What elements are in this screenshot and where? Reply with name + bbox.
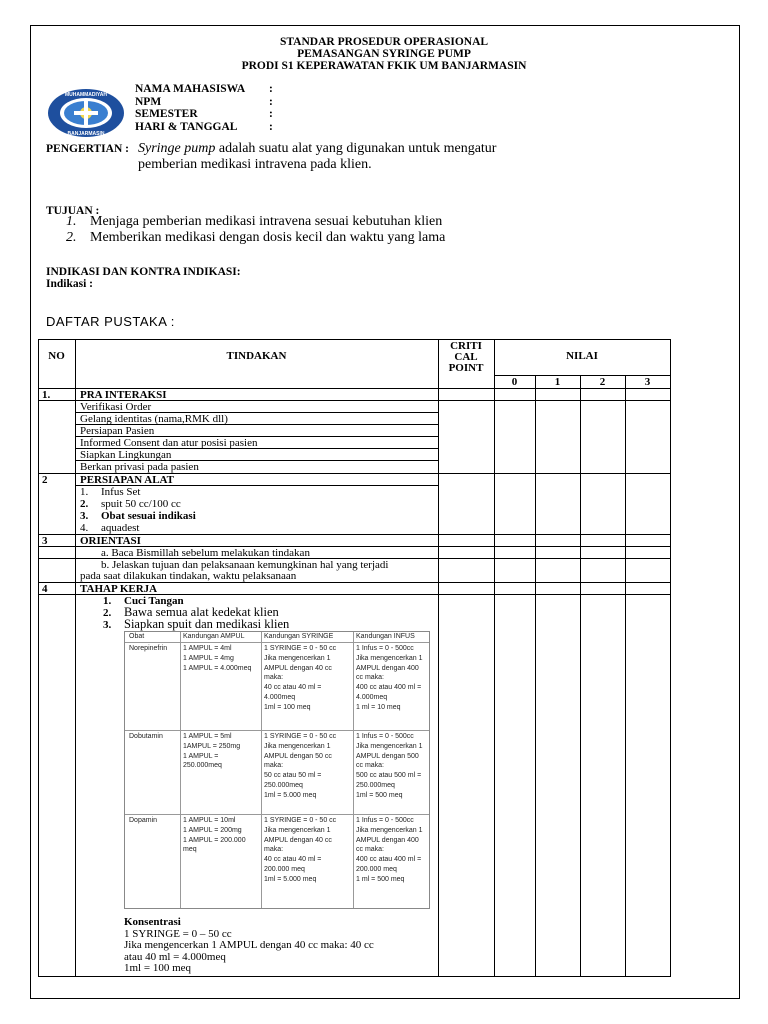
drug-syringe-line: 250.000meq (264, 781, 303, 789)
pengertian-text-1: adalah suatu alat yang digunakan untuk mengatur (215, 141, 497, 156)
drug-syringe-line: AMPUL dengan 50 cc (264, 752, 332, 760)
list-item: aquadest (101, 522, 140, 534)
drug-infus-line: AMPUL dengan 400 (356, 836, 419, 844)
identity-label-npm: NPM (135, 95, 162, 108)
drug-infus-line: 500 cc atau 500 ml = (356, 772, 422, 780)
table-rule (535, 375, 536, 977)
drug-infus-line: 1 Infus = 0 - 500cc (356, 733, 414, 740)
drug-syringe-line: Jika mengencerkan 1 (264, 654, 331, 662)
identity-label-semester: SEMESTER (135, 108, 198, 120)
drug-infus-line: 200.000 meq (356, 865, 397, 873)
drug-ampul-line: 1 AMPUL = 5ml (183, 733, 232, 740)
table-rule (38, 339, 39, 977)
drug-infus-line: 1 Infus = 0 - 500cc (356, 645, 414, 652)
drug-table (124, 631, 430, 909)
pengertian-section (46, 141, 706, 172)
drug-infus-line: 4.000meq (356, 693, 388, 701)
drug-infus-line: 250.000meq (356, 781, 395, 789)
header-score-1: 1 (554, 376, 561, 388)
konsentrasi-title: Konsentrasi (124, 916, 181, 928)
list-item: Verifikasi Order (80, 401, 152, 413)
drug-ampul-line: 1 AMPUL = 10ml (183, 817, 236, 824)
drug-infus-line: Jika mengencerkan 1 (356, 826, 423, 834)
doc-title-line3: PRODI S1 KEPERAWATAN FKIK UM BANJARMASIN (241, 60, 527, 72)
table-rule (38, 339, 671, 340)
section-no: 4 (42, 583, 48, 595)
drug-header: Kandungan SYRINGE (264, 633, 334, 640)
header-score-3: 3 (644, 376, 651, 388)
drug-infus-line: cc maka: (356, 674, 385, 682)
drug-table-rule (125, 814, 429, 815)
list-item: Bawa semua alat kedekat klien (124, 605, 279, 619)
list-item-num: 3. (103, 619, 112, 631)
doc-title-line2: PEMASANGAN SYRINGE PUMP (297, 48, 471, 60)
table-rule (494, 339, 495, 977)
drug-infus-line: 1 ml = 10 meq (356, 703, 401, 711)
indikasi-section (46, 267, 241, 290)
drug-ampul-line: 1 AMPUL = 4ml (183, 645, 232, 652)
student-identity-block (135, 83, 285, 133)
list-item: Siapkan spuit dan medikasi klien (124, 617, 290, 631)
drug-infus-line: 1 ml = 500 meq (356, 875, 405, 883)
identity-colon: : (269, 83, 273, 95)
drug-table-rule (261, 632, 262, 908)
tujuan-list (66, 214, 445, 246)
list-item-num: 3. (80, 510, 89, 522)
drug-syringe-line: 1ml = 5.000 meq (264, 791, 317, 799)
list-item: a. Baca Bismillah sebelum melakukan tindakan (101, 547, 310, 559)
drug-ampul-line: 1 AMPUL = 4mg (183, 654, 234, 662)
drug-syringe-line: 1 SYRINGE = 0 - 50 cc (264, 817, 337, 824)
table-rule (38, 976, 671, 977)
pengertian-term: Syringe pump (138, 141, 216, 156)
drug-header: Kandungan INFUS (356, 633, 415, 640)
drug-syringe-line: maka: (264, 762, 284, 770)
header-critical-1: CRITI (450, 340, 482, 352)
drug-ampul-line: 1 AMPUL = 200.000 (183, 836, 246, 844)
drug-syringe-line: 200.000 meq (264, 865, 305, 873)
list-item: Persiapan Pasien (80, 425, 155, 437)
drug-table-rule (125, 642, 429, 643)
identity-colon: : (269, 108, 273, 120)
table-rule (670, 339, 671, 977)
drug-syringe-line: 50 cc atau 50 ml = (264, 772, 322, 780)
list-item: Siapkan Lingkungan (80, 449, 172, 461)
list-item-num: 1. (103, 595, 112, 607)
tujuan-heading: TUJUAN : (46, 205, 100, 217)
list-item: Informed Consent dan atur posisi pasien (80, 437, 258, 449)
header-nilai: NILAI (566, 350, 598, 362)
header-tindakan: TINDAKAN (226, 350, 287, 362)
drug-syringe-line: 40 cc atau 40 ml = (264, 684, 322, 692)
list-item: Infus Set (101, 486, 141, 498)
drug-infus-line: 1ml = 500 meq (356, 791, 403, 799)
identity-label-nama: NAMA MAHASISWA (135, 83, 246, 95)
drug-table-rule (353, 632, 354, 908)
tujuan-item: Menjaga pemberian medikasi intravena sesuai kebutuhan klien (90, 214, 443, 229)
list-item-num: 4. (80, 522, 89, 534)
indikasi-sub: Indikasi : (46, 277, 93, 290)
list-item: b. Jelaskan tujuan dan pelaksanaan kemungkinan hal yang terjadi (101, 559, 389, 571)
drug-infus-line: AMPUL dengan 500 (356, 752, 419, 760)
drug-table-rule (180, 632, 181, 908)
drug-header: Obat (129, 633, 145, 640)
identity-colon: : (269, 120, 273, 133)
identity-colon: : (269, 95, 273, 108)
drug-syringe-line: Jika mengencerkan 1 (264, 742, 331, 750)
drug-infus-line: Jika mengencerkan 1 (356, 742, 423, 750)
list-item-num: 1. (80, 486, 89, 498)
table-rule (625, 375, 626, 977)
daftar-pustaka-heading: DAFTAR PUSTAKA : (46, 314, 175, 329)
drug-ampul-line: 1 AMPUL = (183, 752, 219, 760)
drug-ampul-line: 250.000meq (183, 762, 222, 770)
drug-syringe-line: Jika mengencerkan 1 (264, 826, 331, 834)
list-item: pada saat dilakukan tindakan, waktu pelaksanaan (80, 570, 297, 582)
drug-table-rule (125, 730, 429, 731)
drug-syringe-line: maka: (264, 846, 284, 854)
konsentrasi-line: 1 SYRINGE = 0 – 50 cc (124, 927, 232, 940)
drug-name: Dopamin (129, 817, 158, 824)
drug-infus-line: 1 Infus = 0 - 500cc (356, 817, 414, 824)
list-item-num: 2. (103, 607, 112, 619)
section-no: 2 (42, 474, 48, 486)
table-rule (580, 375, 581, 977)
list-item: Cuci Tangan (124, 595, 184, 607)
tujuan-num: 1. (66, 214, 77, 229)
drug-name: Dobutamin (129, 733, 163, 740)
drug-ampul-line: 1 AMPUL = 4.000meq (183, 664, 252, 672)
drug-syringe-line: AMPUL dengan 40 cc (264, 836, 332, 844)
section-no: 1. (42, 389, 51, 401)
header-score-0: 0 (511, 376, 518, 388)
tujuan-item: Memberikan medikasi dengan dosis kecil dan waktu yang lama (90, 230, 446, 245)
konsentrasi-line: 1ml = 100 meq (124, 962, 192, 974)
university-logo (46, 87, 126, 139)
drug-ampul-line: 1AMPUL = 250mg (183, 742, 241, 750)
drug-syringe-line: 4.000meq (264, 693, 296, 701)
header-no: NO (48, 350, 65, 362)
pengertian-label: PENGERTIAN : (46, 143, 129, 155)
pengertian-text-2: pemberian medikasi intravena pada klien. (138, 157, 372, 172)
list-item: spuit 50 cc/100 cc (101, 498, 181, 510)
drug-infus-line: 400 cc atau 400 ml = (356, 684, 422, 692)
identity-label-hari: HARI & TANGGAL (135, 120, 238, 133)
drug-syringe-line: 1ml = 100 meq (264, 703, 311, 711)
drug-syringe-line: AMPUL dengan 40 cc (264, 664, 332, 672)
doc-title-line1: STANDAR PROSEDUR OPERASIONAL (279, 36, 489, 48)
drug-infus-line: cc maka: (356, 762, 385, 770)
drug-infus-line: AMPUL dengan 400 (356, 664, 419, 672)
section-title-orientasi: ORIENTASI (80, 535, 141, 547)
drug-syringe-line: 40 cc atau 40 ml = (264, 856, 322, 864)
drug-name: Norepinefrin (129, 645, 168, 652)
header-critical-2: CAL (454, 351, 478, 363)
table-rule (75, 339, 76, 977)
list-item: Obat sesuai indikasi (101, 510, 196, 522)
konsentrasi-block (124, 917, 374, 975)
tujuan-num: 2. (66, 230, 77, 245)
list-item-num: 2. (80, 498, 89, 510)
konsentrasi-line: atau 40 ml = 4.000meq (124, 950, 226, 963)
logo-text-top: MUHAMMADIYAH (64, 92, 108, 98)
logo-text-bottom: BANJARMASIN (67, 131, 105, 137)
table-rule (438, 339, 439, 977)
drug-header: Kandungan AMPUL (183, 633, 245, 640)
indikasi-heading: INDIKASI DAN KONTRA INDIKASI: (46, 266, 241, 278)
drug-infus-line: cc maka: (356, 846, 385, 854)
drug-ampul-line: 1 AMPUL = 200mg (183, 826, 242, 834)
konsentrasi-line: Jika mengencerkan 1 AMPUL dengan 40 cc maka: 40 cc (124, 939, 374, 951)
drug-ampul-line: meq (183, 846, 197, 854)
header-critical-3: POINT (448, 362, 484, 374)
list-item: Gelang identitas (nama,RMK dll) (80, 413, 228, 425)
header-score-2: 2 (599, 376, 606, 388)
section-title-persiapan-alat: PERSIAPAN ALAT (80, 474, 175, 486)
list-item: Berkan privasi pada pasien (80, 461, 199, 473)
drug-infus-line: 400 cc atau 400 ml = (356, 856, 422, 864)
drug-syringe-line: 1 SYRINGE = 0 - 50 cc (264, 645, 337, 652)
section-title-tahap-kerja: TAHAP KERJA (80, 583, 158, 595)
section-no: 3 (42, 535, 48, 547)
drug-syringe-line: 1ml = 5.000 meq (264, 875, 317, 883)
drug-syringe-line: maka: (264, 674, 284, 682)
drug-syringe-line: 1 SYRINGE = 0 - 50 cc (264, 733, 337, 740)
section-title-pra-interaksi: PRA INTERAKSI (80, 389, 167, 401)
drug-infus-line: Jika mengencerkan 1 (356, 654, 423, 662)
